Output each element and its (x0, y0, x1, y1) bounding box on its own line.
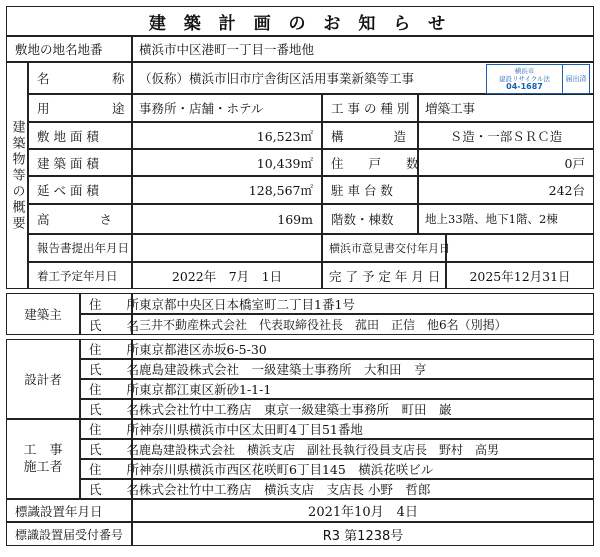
badge-city: 横浜市 (514, 67, 535, 75)
building-area-value: 10,439㎡ (132, 149, 322, 176)
contractor-row-value: 株式会社竹中工務店 横浜支店 支店長 小野 哲郎 (132, 479, 594, 499)
owner-address-label: 住 所 (80, 293, 132, 314)
floor-area-value: 128,567㎡ (132, 176, 322, 204)
contractor-row-label: 住 所 (80, 459, 132, 479)
designer-row-value: 株式会社竹中工務店 東京一級建築士事務所 町田 巌 (132, 399, 594, 419)
completion-label: 完 了 予 定 年 月 日 (322, 262, 446, 289)
sign-date-label: 標識設置年月日 (6, 499, 132, 522)
badge-law: 建設リサイクル法 (498, 75, 551, 83)
badge-stamp: 届出済 (562, 65, 589, 93)
building-area-label: 建 築 面 積 (28, 149, 132, 176)
owner-address-value: 東京都中央区日本橋室町二丁目1番1号 (132, 293, 594, 314)
contractor-row-value: 神奈川県横浜市西区花咲町6丁目145 横浜花咲ビル (132, 459, 594, 479)
structure-value: Ｓ造・一部ＳＲＣ造 (418, 122, 594, 149)
name-label: 名 称 (28, 62, 132, 94)
completion-value: 2025年12月31日 (446, 262, 594, 289)
units-label: 住 戸 数 (322, 149, 418, 176)
height-value: 169m (132, 204, 322, 234)
contractor-row-value: 神奈川県横浜市中区太田町4丁目51番地 (132, 419, 594, 439)
start-label: 着工予定年月日 (28, 262, 132, 289)
contractor-label-line2: 施工者 (23, 460, 63, 475)
report-date-label: 報告書提出年月日 (28, 234, 132, 262)
contractor-label-line1: 工 事 (23, 443, 63, 458)
floors-value: 地上33階、地下1階、2棟 (418, 204, 594, 234)
opinion-date-value (446, 234, 594, 262)
contractor-row-label: 氏 名 (80, 479, 132, 499)
work-type-label: 工 事 の 種 別 (322, 94, 418, 122)
opinion-date-label: 横浜市意見書交付年月日 (322, 234, 446, 262)
designer-row-label: 氏 名 (80, 359, 132, 379)
designer-row-value: 鹿島建設株式会社 一級建築士事務所 大和田 亨 (132, 359, 594, 379)
designer-row-label: 住 所 (80, 339, 132, 359)
work-type-value: 増築工事 (418, 94, 594, 122)
building-group-text: 建築物等の概要 (9, 119, 25, 232)
floors-label: 階数・棟数 (322, 204, 418, 234)
owner-name-value: 三井不動産株式会社 代表取締役社長 菰田 正信 他6名（別掲） (132, 314, 594, 335)
site-value: 横浜市中区港町一丁目一番地他 (132, 36, 594, 62)
report-date-value (132, 234, 322, 262)
page-title: 建 築 計 画 の お 知 ら せ (6, 6, 594, 36)
owner-label: 建築主 (6, 293, 80, 335)
height-label: 高 さ (28, 204, 132, 234)
contractor-row-label: 住 所 (80, 419, 132, 439)
recycle-badge (486, 64, 590, 94)
badge-number: 04-1687 (506, 82, 543, 91)
structure-label: 構 造 (322, 122, 418, 149)
site-area-label: 敷 地 面 積 (28, 122, 132, 149)
sign-number-label: 標識設置届受付番号 (6, 522, 132, 546)
contractor-row-label: 氏 名 (80, 439, 132, 459)
floor-area-label: 延 べ 面 積 (28, 176, 132, 204)
name-value: （仮称）横浜市旧市庁舎街区活用事業新築等工事 (132, 62, 594, 94)
use-value: 事務所・店舗・ホテル (132, 94, 322, 122)
sign-number-value: R3 第1238号 (132, 522, 594, 546)
designer-row-value: 東京都港区赤坂6-5-30 (132, 339, 594, 359)
units-value: 0戸 (418, 149, 594, 176)
designer-row-value: 東京都江東区新砂1-1-1 (132, 379, 594, 399)
contractor-row-value: 鹿島建設株式会社 横浜支店 副社長執行役員支店長 野村 高男 (132, 439, 594, 459)
designer-row-label: 住 所 (80, 379, 132, 399)
designer-row-label: 氏 名 (80, 399, 132, 419)
start-value: 2022年 7月 1日 (132, 262, 322, 289)
site-label: 敷地の地名地番 (6, 36, 132, 62)
building-group-label (6, 62, 28, 289)
site-area-value: 16,523㎡ (132, 122, 322, 149)
use-label: 用 途 (28, 94, 132, 122)
owner-name-label: 氏 名 (80, 314, 132, 335)
contractor-label (6, 419, 80, 499)
parking-label: 駐 車 台 数 (322, 176, 418, 204)
sign-date-value: 2021年10月 4日 (132, 499, 594, 522)
parking-value: 242台 (418, 176, 594, 204)
designer-label: 設計者 (6, 339, 80, 419)
